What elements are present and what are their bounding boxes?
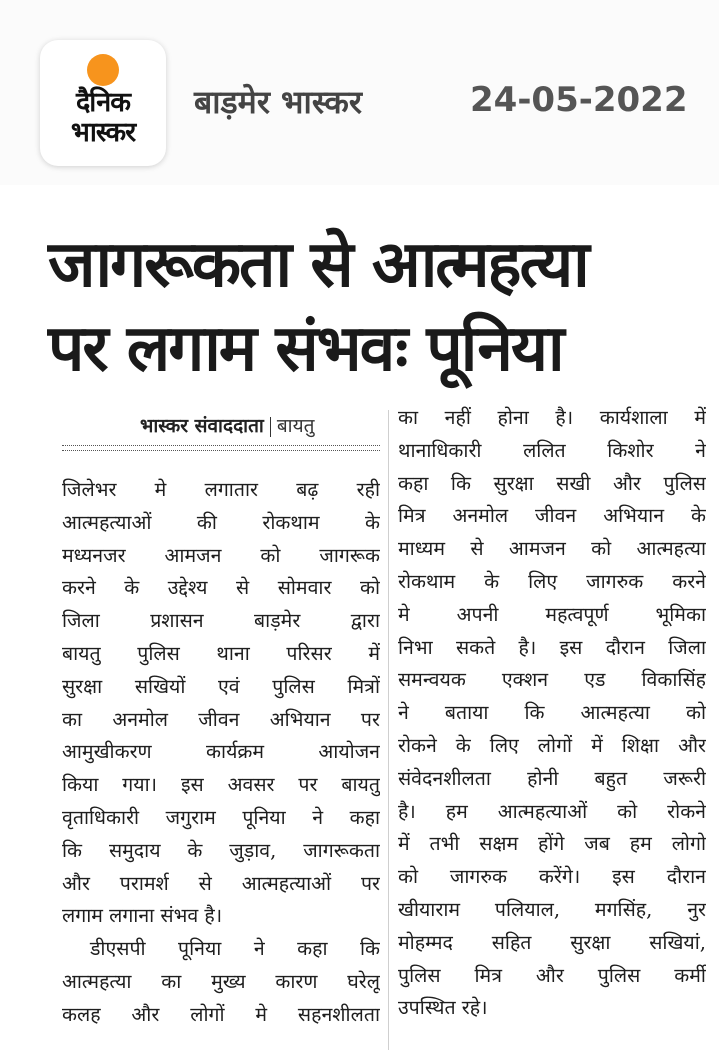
article-line: वृताधिकारी जगुराम पूनिया ने कहा: [62, 805, 380, 829]
article-line: का अनमोल जीवन अभियान पर: [62, 707, 380, 731]
logo-text-line-1: दैनिक: [75, 87, 131, 118]
article-line: मोहम्मद सहित सुरक्षा सखियां,: [398, 930, 706, 954]
article-line: में तभी सक्षम होंगे जब हम लोगो: [398, 832, 706, 856]
article-line: है। हम आत्महत्याओं को रोकने: [398, 799, 706, 823]
article-line: थानाधिकारी ललित किशोर ने: [398, 438, 706, 462]
column-divider: [388, 410, 389, 1050]
header-bar: [0, 0, 719, 185]
article-line: रोकथाम के लिए जागरुक करने: [398, 569, 706, 593]
article-line: और परामर्श से आत्महत्याओं पर: [62, 871, 380, 895]
article-line: संवेदनशीलता होनी बहुत जरूरी: [398, 766, 706, 790]
article-line: मित्र अनमोल जीवन अभियान के: [398, 504, 706, 528]
article-line: ने बताया कि आत्महत्या को: [398, 701, 706, 725]
publication-date: 24-05-2022: [470, 80, 688, 120]
article-column-right: [398, 402, 706, 1025]
article-line: समन्वयक एक्शन एड विकासिंह: [398, 668, 706, 692]
headline-line-1: जागरूकता से आत्महत्या: [48, 228, 588, 302]
article-line: डीएसपी पूनिया ने कहा कि: [90, 937, 380, 961]
article-line: आमुखीकरण कार्यक्रम आयोजन: [62, 740, 380, 764]
headline-line-2: पर लगाम संभवः पूनिया: [48, 312, 563, 386]
edition-name: बाड़मेर भास्कर: [194, 83, 362, 121]
byline-separator: [270, 417, 271, 437]
byline: [140, 412, 314, 438]
article-line: कलह और लोगों मे सहनशीलता: [62, 1002, 380, 1026]
sun-icon: [87, 54, 119, 86]
dainik-bhaskar-logo: [40, 40, 166, 166]
article-line: कि समुदाय के जुड़ाव, जागरूकता: [62, 838, 380, 862]
article-line: सुरक्षा सखियों एवं पुलिस मित्रों: [62, 674, 380, 698]
byline-reporter: भास्कर संवाददाता: [140, 415, 264, 437]
article-line: जिला प्रशासन बाड़मेर द्वारा: [62, 609, 380, 633]
article-line: मे अपनी महत्वपूर्ण भूमिका: [398, 602, 706, 626]
article-line: जिलेभर मे लगातार बढ़ रही: [62, 478, 380, 501]
byline-place: बायतु: [276, 415, 315, 437]
article-line: माध्यम से आमजन को आत्महत्या: [398, 537, 706, 561]
article-line: उपस्थित रहे।: [398, 996, 488, 1020]
article-line: खीयाराम पलियाल, मगसिंह, नुर: [398, 897, 706, 921]
article-line: करने के उद्देश्य से सोमवार को: [62, 576, 380, 600]
article-line: मध्यनजर आमजन को जागरूक: [62, 543, 380, 567]
article-line: पुलिस मित्र और पुलिस कर्मी: [398, 963, 706, 987]
article-line: आत्महत्या का मुख्य कारण घरेलू: [62, 969, 380, 993]
article-line: लगाम लगाना संभव है।: [62, 904, 223, 928]
article-line: को जागरुक करेंगे। इस दौरान: [398, 865, 706, 889]
article-line: किया गया। इस अवसर पर बायतु: [62, 773, 380, 797]
article-line: रोकने के लिए लोगों में शिक्षा और: [398, 733, 706, 757]
article-line: का नहीं होना है। कार्यशाला में: [398, 406, 706, 429]
article-column-left: [62, 474, 380, 1032]
article-line: बायतु पुलिस थाना परिसर में: [62, 641, 380, 665]
article-line: कहा कि सुरक्षा सखी और पुलिस: [398, 471, 706, 495]
article-line: निभा सकते है। इस दौरान जिला: [398, 635, 706, 659]
logo-text-line-2: भास्कर: [70, 117, 136, 148]
byline-rule: [62, 445, 380, 451]
article-line: आत्महत्याओं की रोकथाम के: [62, 510, 380, 534]
